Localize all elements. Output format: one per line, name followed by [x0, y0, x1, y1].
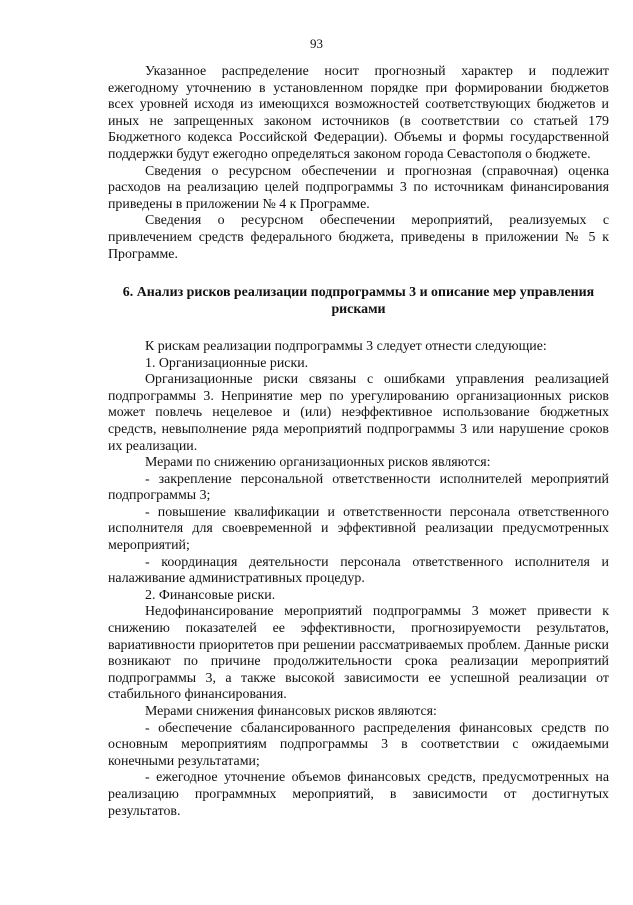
- section-title: 6. Анализ рисков реализации подпрограммы 3 и описание мер управления рисками: [122, 285, 595, 317]
- list-item: - координация деятельности персонала ответственного исполнителя и налаживание административных процедур.: [108, 554, 609, 587]
- list-item: - обеспечение сбалансированного распределения финансовых средств по основным мероприятиям подпрограммы 3 в соответствии с ожидаемыми конечными результатами;: [108, 720, 609, 769]
- paragraph: Указанное распределение носит прогнозный характер и подлежит ежегодному уточнению в установленном порядке при формировании бюджетов всех уровней исходя из имеющихся возможностей соответствующих бюджетов и иных не запрещенных законом источников (в соответствии со статьей 179 Бюджетного кодекса Российской Федерации). Объемы и формы государственной поддержки будут ежегодно определяться законом города Севастополя о бюджете.: [108, 64, 609, 162]
- paragraph: К рискам реализации подпрограммы 3 следует отнести следующие:: [145, 338, 547, 354]
- list-item: - повышение квалификации и ответственности персонала ответственного исполнителя для своевременной и эффективной реализации предусмотренных мероприятий;: [108, 504, 609, 554]
- page-number: 93: [310, 36, 323, 51]
- paragraph: Сведения о ресурсном обеспечении и прогнозная (справочная) оценка расходов на реализацию целей подпрограммы 3 по источникам финансирования приведены в приложении № 4 к Программе.: [108, 163, 609, 212]
- document-body: [108, 64, 609, 820]
- paragraph: Сведения о ресурсном обеспечении мероприятий, реализуемых с привлечением средств федерального бюджета, приведены в приложении № 5 к Программе.: [108, 213, 609, 262]
- list-item: - закрепление персональной ответственности исполнителей мероприятий подпрограммы 3;: [108, 471, 609, 504]
- paragraph: 1. Организационные риски.: [145, 355, 309, 371]
- list-item: - ежегодное уточнение объемов финансовых средств, предусмотренных на реализацию программных мероприятий, в зависимости от достигнутых результатов.: [108, 770, 609, 819]
- paragraph: Мерами по снижению организационных рисков являются:: [145, 455, 491, 471]
- paragraph: 2. Финансовые риски.: [145, 587, 276, 603]
- paragraph: Мерами снижения финансовых рисков являются:: [145, 704, 437, 719]
- paragraph: Недофинансирование мероприятий подпрограммы 3 может привести к снижению показателей ее эффективности, прогнозируемости результатов, вариативности приоритетов при решении рассматриваемых проблем. Данные риски возникают по причине продолжительности срока реализации мероприятий подпрограммы 3, а также высокой зависимости ее успешной реализации от стабильного финансирования.: [108, 604, 609, 703]
- paragraph: Организационные риски связаны с ошибками управления реализацией подпрограммы 3. Непринятие мер по урегулированию организационных рисков может повлечь нецелевое и (или) неэффективное использование бюджетных средств, невыполнение ряда мероприятий подпрограммы 3 или нарушение сроков их реализации.: [108, 372, 609, 454]
